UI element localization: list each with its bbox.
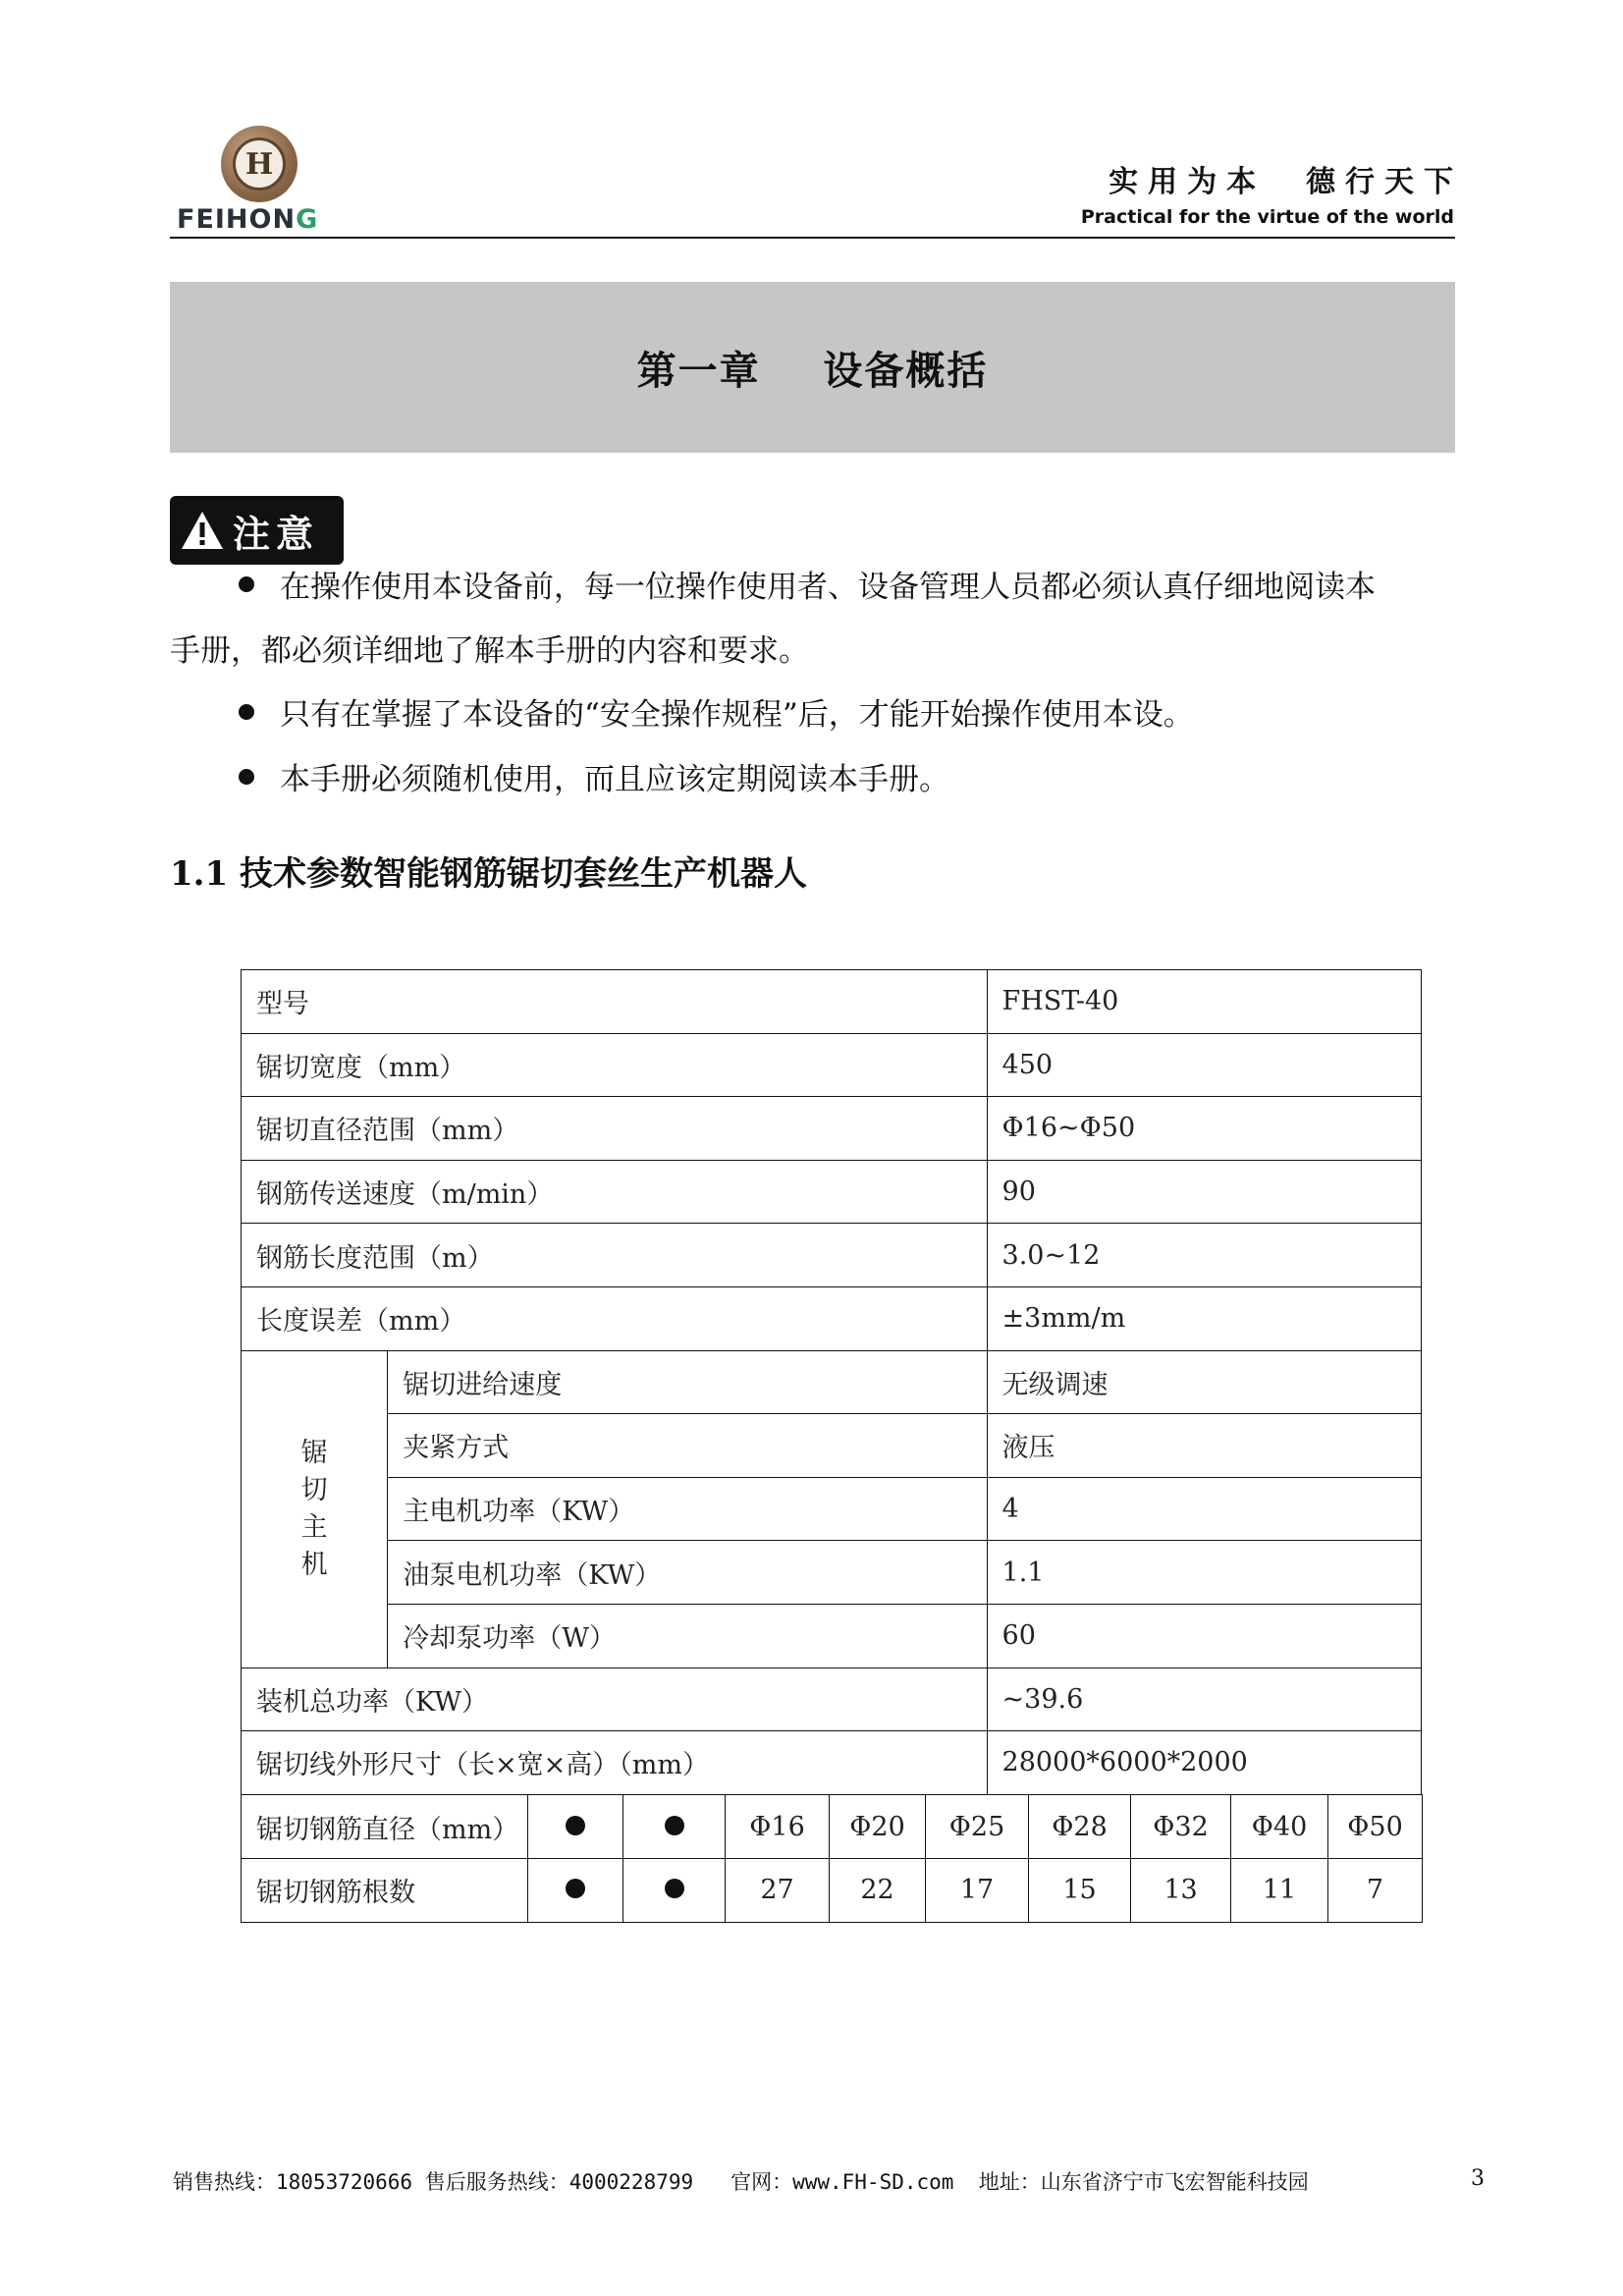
row-label: 主电机功率（KW） [388, 1477, 987, 1541]
count-cell: 7 [1328, 1858, 1423, 1922]
diameter-cell: Φ50 [1328, 1795, 1423, 1859]
row-label: 油泵电机功率（KW） [388, 1541, 987, 1605]
diameter-cell: Φ32 [1131, 1795, 1231, 1859]
chapter-title: 第一章 设备概括 [636, 348, 989, 394]
bullet-dot [239, 576, 254, 592]
row-value: FHST-40 [987, 970, 1421, 1034]
bullet-dot [239, 704, 254, 720]
bullet-text: 只有在掌握了本设备的“安全操作规程”后，才能开始操作使用本设。 [280, 697, 1194, 733]
notice-text: 注意 [233, 512, 320, 556]
group-label [242, 1350, 388, 1667]
bullet-cell [623, 1858, 726, 1922]
bullet-text: 本手册必须随机使用，而且应该定期阅读本手册。 [280, 762, 949, 797]
count-cell: 22 [830, 1858, 926, 1922]
row-label: 锯切进给速度 [388, 1350, 987, 1414]
bullet-item-1 [239, 568, 1376, 607]
section-title: 1.1 技术参数智能钢筋锯切套丝生产机器人 [170, 854, 807, 894]
row-label: 锯切线外形尺寸（长×宽×高）（mm） [242, 1731, 988, 1795]
dot-marker [665, 1816, 684, 1835]
count-cell: 11 [1231, 1858, 1328, 1922]
group-label-char: 锯 [300, 1437, 328, 1468]
table-row [242, 1097, 1422, 1161]
row-value: Φ16~Φ50 [987, 1097, 1421, 1161]
bullet-cell [528, 1795, 623, 1859]
page-number: 3 [1471, 2166, 1485, 2191]
diameter-count-table [241, 1794, 1423, 1922]
bullet-cell [623, 1795, 726, 1859]
row-value: ~39.6 [987, 1667, 1421, 1731]
logo-text [177, 204, 318, 235]
header-divider [170, 237, 1455, 239]
row-label: 锯切直径范围（mm） [242, 1097, 988, 1161]
warning-triangle-icon [180, 510, 225, 551]
group-label-char: 切 [300, 1474, 328, 1505]
row-value: 28000*6000*2000 [987, 1731, 1421, 1795]
logo-text-end: G [296, 204, 319, 235]
diameter-cell: Φ40 [1231, 1795, 1328, 1859]
bullet-text: 手册，都必须详细地了解本手册的内容和要求。 [170, 633, 809, 669]
row-label: 钢筋传送速度（m/min） [242, 1160, 988, 1224]
table-row [242, 1350, 1422, 1414]
bullet-item-2 [239, 695, 1194, 735]
table-row [242, 1604, 1422, 1667]
count-cell: 17 [926, 1858, 1029, 1922]
row-label: 锯切钢筋直径（mm） [242, 1795, 528, 1859]
count-cell: 15 [1029, 1858, 1131, 1922]
company-logo [177, 126, 349, 234]
table-row [242, 1477, 1422, 1541]
table-row [242, 1224, 1422, 1287]
diameter-cell: Φ16 [726, 1795, 830, 1859]
row-label: 冷却泵功率（W） [388, 1604, 987, 1667]
row-label: 长度误差（mm） [242, 1286, 988, 1350]
count-cell: 13 [1131, 1858, 1231, 1922]
table-row [242, 970, 1422, 1034]
notice-label [170, 496, 344, 565]
bullet-item-1-continuation [170, 631, 809, 671]
dot-marker [566, 1879, 585, 1898]
diameter-row [242, 1795, 1423, 1859]
row-value: 450 [987, 1033, 1421, 1097]
row-label: 型号 [242, 970, 988, 1034]
table-row [242, 1160, 1422, 1224]
bullet-dot [239, 769, 254, 785]
count-row [242, 1858, 1423, 1922]
bullet-text: 在操作使用本设备前，每一位操作使用者、设备管理人员都必须认真仔细地阅读本 [280, 570, 1376, 605]
row-value: 液压 [987, 1414, 1421, 1478]
row-label: 钢筋长度范围（m） [242, 1224, 988, 1287]
logo-mark: H [233, 137, 286, 191]
row-value: ±3mm/m [987, 1286, 1421, 1350]
bullet-item-3 [239, 760, 949, 799]
chapter-banner [170, 282, 1455, 453]
table-row [242, 1286, 1422, 1350]
diameter-cell: Φ25 [926, 1795, 1029, 1859]
table-row [242, 1033, 1422, 1097]
row-value: 60 [987, 1604, 1421, 1667]
dot-marker [665, 1879, 684, 1898]
row-value: 3.0~12 [987, 1224, 1421, 1287]
slogan-chinese: 实用为本 德行天下 [1109, 165, 1463, 199]
table-row [242, 1414, 1422, 1478]
bullet-cell [528, 1858, 623, 1922]
group-label-char: 主 [300, 1511, 328, 1543]
diameter-cell: Φ20 [830, 1795, 926, 1859]
spec-table [241, 969, 1422, 1795]
row-value: 90 [987, 1160, 1421, 1224]
diameter-cell: Φ28 [1029, 1795, 1131, 1859]
row-label: 锯切宽度（mm） [242, 1033, 988, 1097]
table-row [242, 1541, 1422, 1605]
logo-emblem [221, 126, 298, 202]
table-row [242, 1731, 1422, 1795]
slogan-english: Practical for the virtue of the world [1080, 206, 1454, 228]
dot-marker [566, 1816, 585, 1835]
footer-contact: 销售热线：18053720666 售后服务热线：4000228799 官网：www.FH-SD.com 地址：山东省济宁市飞宏智能科技园 [173, 2170, 1309, 2194]
row-label: 锯切钢筋根数 [242, 1858, 528, 1922]
row-label: 装机总功率（KW） [242, 1667, 988, 1731]
row-value: 4 [987, 1477, 1421, 1541]
table-row [242, 1667, 1422, 1731]
logo-text-main: FEIHON [177, 204, 297, 235]
row-label: 夹紧方式 [388, 1414, 987, 1478]
row-value: 1.1 [987, 1541, 1421, 1605]
count-cell: 27 [726, 1858, 830, 1922]
group-label-char: 机 [300, 1549, 328, 1580]
row-value: 无级调速 [987, 1350, 1421, 1414]
